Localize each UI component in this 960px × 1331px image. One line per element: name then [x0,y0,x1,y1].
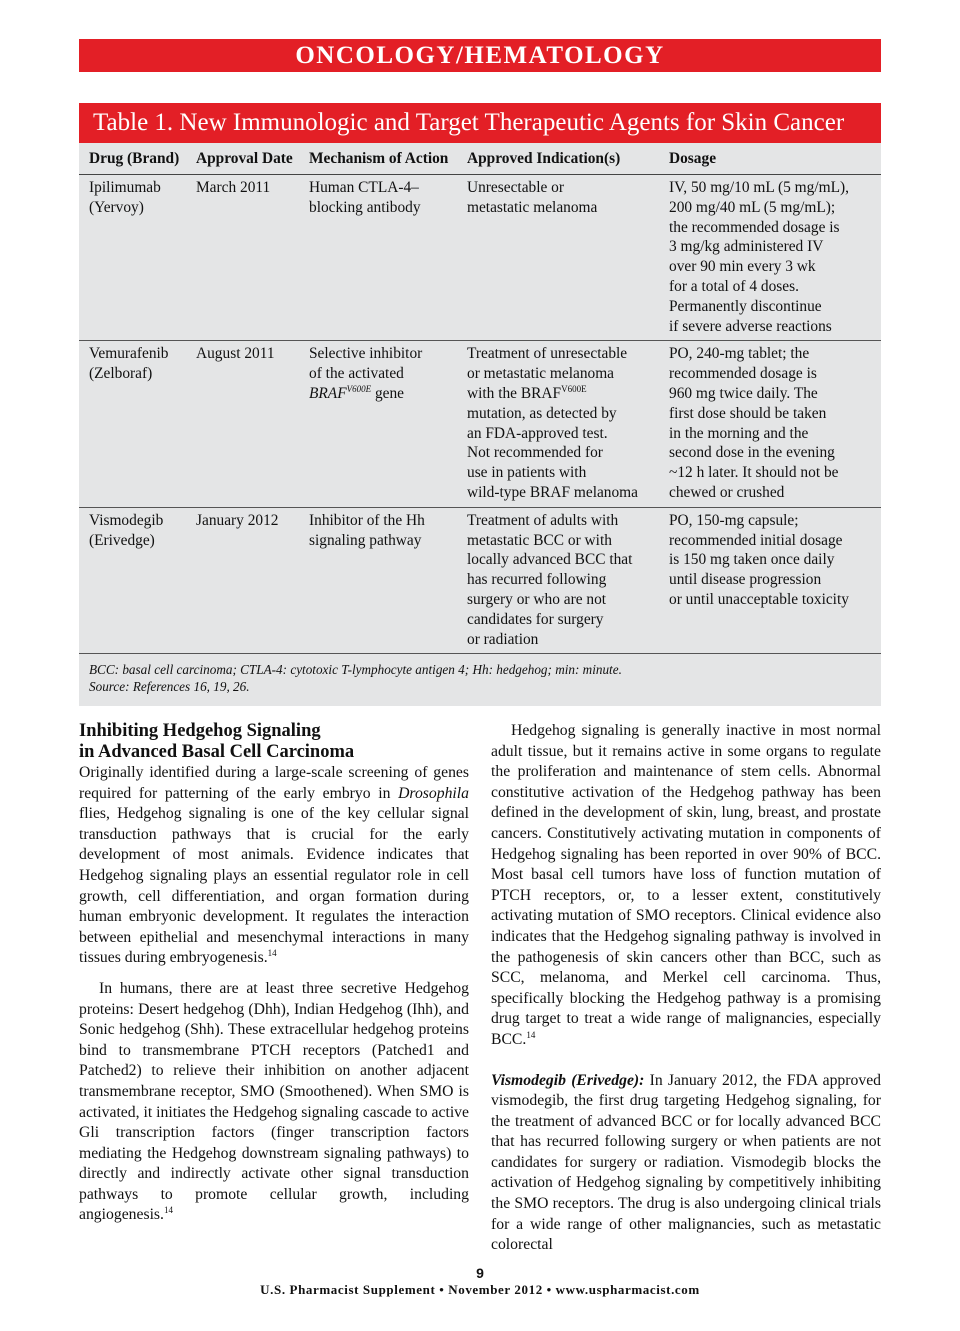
cell-date: August 2011 [186,341,299,507]
section-heading: Inhibiting Hedgehog Signaling in Advanced Basal Cell Carcinoma [79,721,355,762]
table-row [79,175,881,341]
page-footer: U.S. Pharmacist Supplement • November 2012 • www.uspharmacist.com [260,1282,700,1297]
table-row [79,507,881,654]
col-header-mechanism: Mechanism of Action [299,143,457,175]
cell-mechanism: Human CTLA-4– blocking antibody [299,175,457,341]
table-footnote [79,654,881,695]
cell-indication: Treatment of adults with metastatic BCC or with locally advanced BCC that has recurred following surgery or who are not candidates for surgery or radiation [457,507,659,654]
cell-drug: Vemurafenib (Zelboraf) [79,341,186,507]
article-column-right [491,721,881,1256]
cell-dosage: PO, 150-mg capsule; recommended initial dosage is 150 mg taken once daily until disease progression or until unacceptable toxicity [659,507,881,654]
run-in-heading: Vismodegib (Erivedge): [491,1071,645,1089]
cell-dosage: PO, 240-mg tablet; the recommended dosage is 960 mg twice daily. The first dose should be taken in the morning and the second dose in the evening ~12 h later. It should not be chewed or crushed [659,341,881,507]
cell-mechanism: Selective inhibitor of the activated $BRAF^{V600E}$ gene [299,341,457,507]
reference: 14 [163,1205,173,1216]
reference: 14 [267,948,277,959]
gene-name: BRAF [309,384,347,402]
col-header-dosage: Dosage [659,143,881,175]
col-header-approval-date: Approval Date [186,143,299,175]
col-header-drug: Drug (Brand) [79,143,186,175]
abbreviations: BCC: basal cell carcinoma; CTLA-4: cytotoxic T-lymphocyte antigen 4; Hh: hedgehog; min: minute. [89,662,622,678]
cell-drug: Ipilimumab (Yervoy) [79,175,186,341]
col-header-indication: Approved Indication(s) [457,143,659,175]
reference: 14 [526,1029,536,1040]
cell-date: March 2011 [186,175,299,341]
drug-table-panel [79,103,881,706]
paragraph: Originally identified during a large-scale screening of genes required for patterning of the early embryo in Drosophila flies, Hedgehog signaling is one of the key cellular signal transduction pathways that is crucial for the early development of most animals. Evidence indicates that Hedgehog signaling plays an essential regulator role in cell growth, cell differentiation, and organ formation during human embryonic development. It regulates the interaction between epithelial and mesenchymal interactions in many tissues during embryogenesis.$^{14}$ [79,764,469,967]
table-row [79,341,881,507]
cell-indication: Treatment of unresectable or metastatic melanoma with the $BRAF^{V600E}$ mutation, as detected by an FDA-approved test. Not recommended for use in patients with wild-type BRAF melanoma [457,341,659,507]
cell-mechanism: Inhibitor of the Hh signaling pathway [299,507,457,654]
drug-table [79,143,881,654]
cell-date: January 2012 [186,507,299,654]
table-source: Source: References 16, 19, 26. [89,679,250,695]
cell-dosage: IV, 50 mg/10 mL (5 mg/mL), 200 mg/40 mL (5 mg/mL); the recommended dosage is 3 mg/kg administered IV over 90 min every 3 wk for a total of 4 doses. Permanently discontinue if severe adverse reactions [659,175,881,341]
gene-variant: V600E [346,383,372,394]
paragraph: Hedgehog signaling is generally inactive in most normal adult tissue, but it remains active in some organs to regulate the proliferation and maintenance of stem cells. Abnormal constitutive activation of the Hedgehog pathway has been defined in the development of skin, lung, breast, and prostate cancers. Constitutively activating mutation in components of Hedgehog signaling has been reported in over 90% of BCC. Most basal cell tumors have loss of function mutation of PTCH receptors, or, to a lesser extent, constitutively activating mutation of SMO receptors. Clinical evidence also indicates that the Hedgehog signaling pathway is involved in the pathogenesis of skin cancers other than BCC, such as SCC, melanoma, and Merkel cell carcinoma. Thus, specifically blocking the Hedgehog pathway is a promising drug target to treat a wide range of malignancies, especially BCC.$^{14}$ [491,722,881,1048]
cell-drug: Vismodegib (Erivedge) [79,507,186,654]
section-banner: ONCOLOGY/HEMATOLOGY [79,39,881,72]
table-title: Table 1. New Immunologic and Target Therapeutic Agents for Skin Cancer [79,103,881,143]
table-header-row [79,143,881,175]
paragraph: In humans, there are at least three secretive Hedgehog proteins: Desert hedgehog (Dhh), Indian Hedgehog (Ihh), and Sonic hedgehog (Shh). These extracellular hedgehog proteins bind to transmembrane PTCH receptors (Patched1 and Patched2) to relieve their inhibition on another adjacent transmembrane receptor, SMO (Smoothened). When SMO is activated, it initiates the Hedgehog signaling cascade to active Gli transcription factors (finger transcription factors mediating the Hedgehog downstream signaling pathways) to directly and indirectly activate other signal transduction pathways to promote cellular growth, including angiogenesis.$^{14}$ [79,979,469,1224]
cell-indication: Unresectable or metastatic melanoma [457,175,659,341]
paragraph: Vismodegib (Erivedge): In January 2012, the FDA approved vismodegib, the first drug targeting Hedgehog signaling, for the treatment of advanced BCC or for locally advanced BCC that has recurred following surgery or when patients are not candidates for surgery or radiation. Vismodegib blocks the activation of Hedgehog signaling by competitively inhibiting the SMO receptors. The drug is also undergoing clinical trials for a wide range of other malignancies, such as metastatic colorectal [491,1071,881,1254]
page-number: 9 [476,1265,484,1281]
article-column-left [79,721,469,1226]
